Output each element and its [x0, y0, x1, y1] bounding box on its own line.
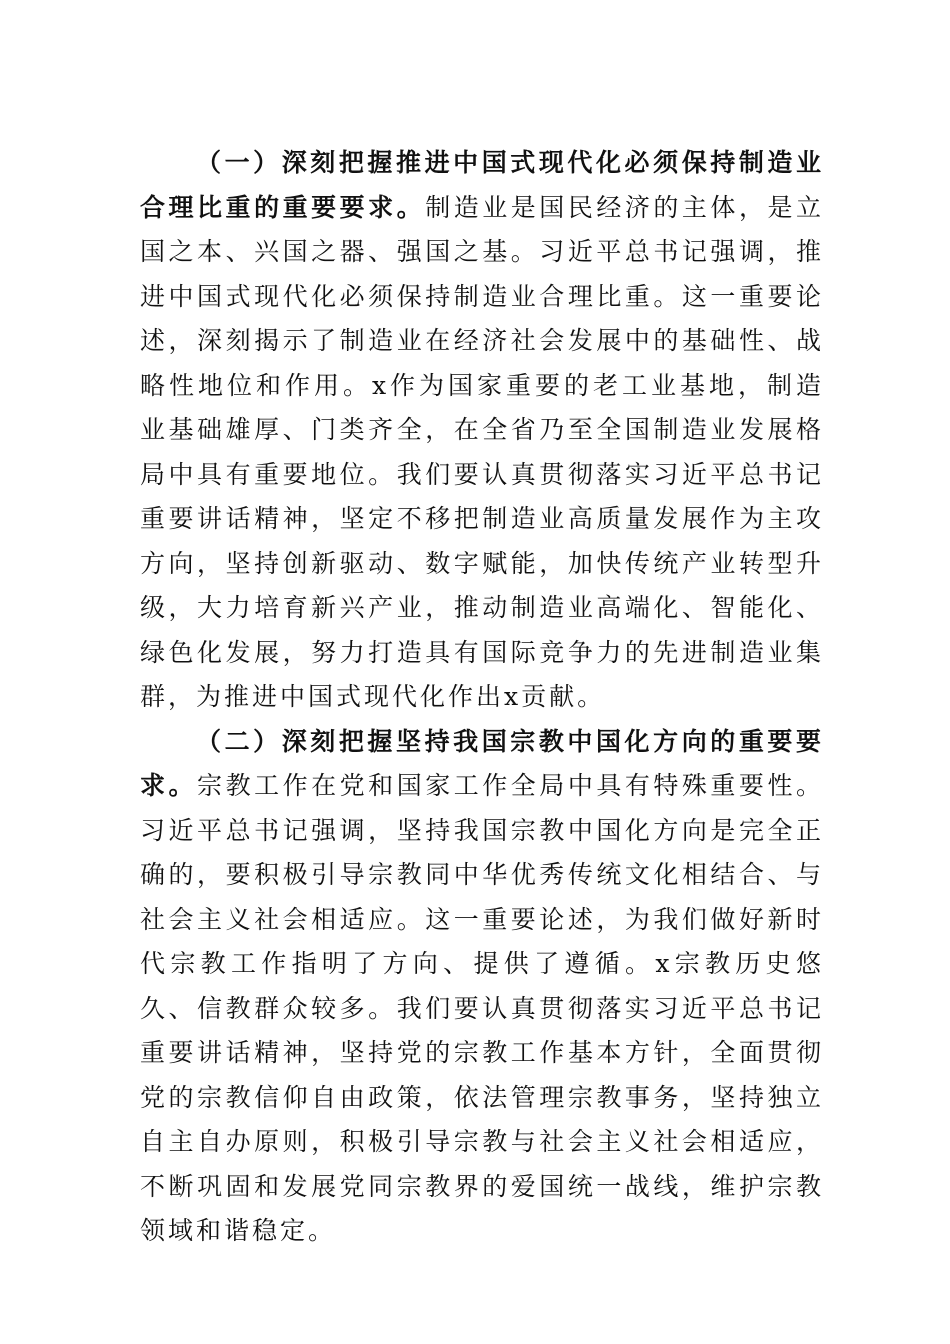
paragraph-text: 宗教工作在党和国家工作全局中具有特殊重要性。习近平总书记强调，坚持我国宗教中国化方向是完全正确的，要积极引导宗教同中华优秀传统文化相结合、与社会主义社会相适应。这一重要论述，为我们做好新时代宗教工作指明了方向、提供了遵循。x宗教历史悠久、信教群众较多。我们要认真贯彻落实习近平总书记重要讲话精神，坚持党的宗教工作基本方针，全面贯彻党的宗教信仰自由政策，依法管理宗教事务，坚持独立自主自办原则，积极引导宗教与社会主义社会相适应，不断巩固和发展党同宗教界的爱国统一战线，维护宗教领域和谐稳定。: [140, 771, 824, 1245]
document-body: [140, 141, 824, 1254]
paragraph-text: 制造业是国民经济的主体，是立国之本、兴国之器、强国之基。习近平总书记强调，推进中国式现代化必须保持制造业合理比重。这一重要论述，深刻揭示了制造业在经济社会发展中的基础性、战略性地位和作用。x作为国家重要的老工业基地，制造业基础雄厚、门类齐全，在全省乃至全国制造业发展格局中具有重要地位。我们要认真贯彻落实习近平总书记重要讲话精神，坚定不移把制造业高质量发展作为主攻方向，坚持创新驱动、数字赋能，加快传统产业转型升级，大力培育新兴产业，推动制造业高端化、智能化、绿色化发展，努力打造具有国际竞争力的先进制造业集群，为推进中国式现代化作出x贡献。: [140, 192, 824, 711]
paragraph-religion: [140, 720, 824, 1254]
paragraph-manufacturing: [140, 141, 824, 720]
paragraph-heading: （二）深刻把握坚持我国宗教中国化方向的重要要求。: [140, 726, 824, 800]
paragraph-heading: （一）深刻把握推进中国式现代化必须保持制造业合理比重的重要要求。: [140, 148, 824, 222]
